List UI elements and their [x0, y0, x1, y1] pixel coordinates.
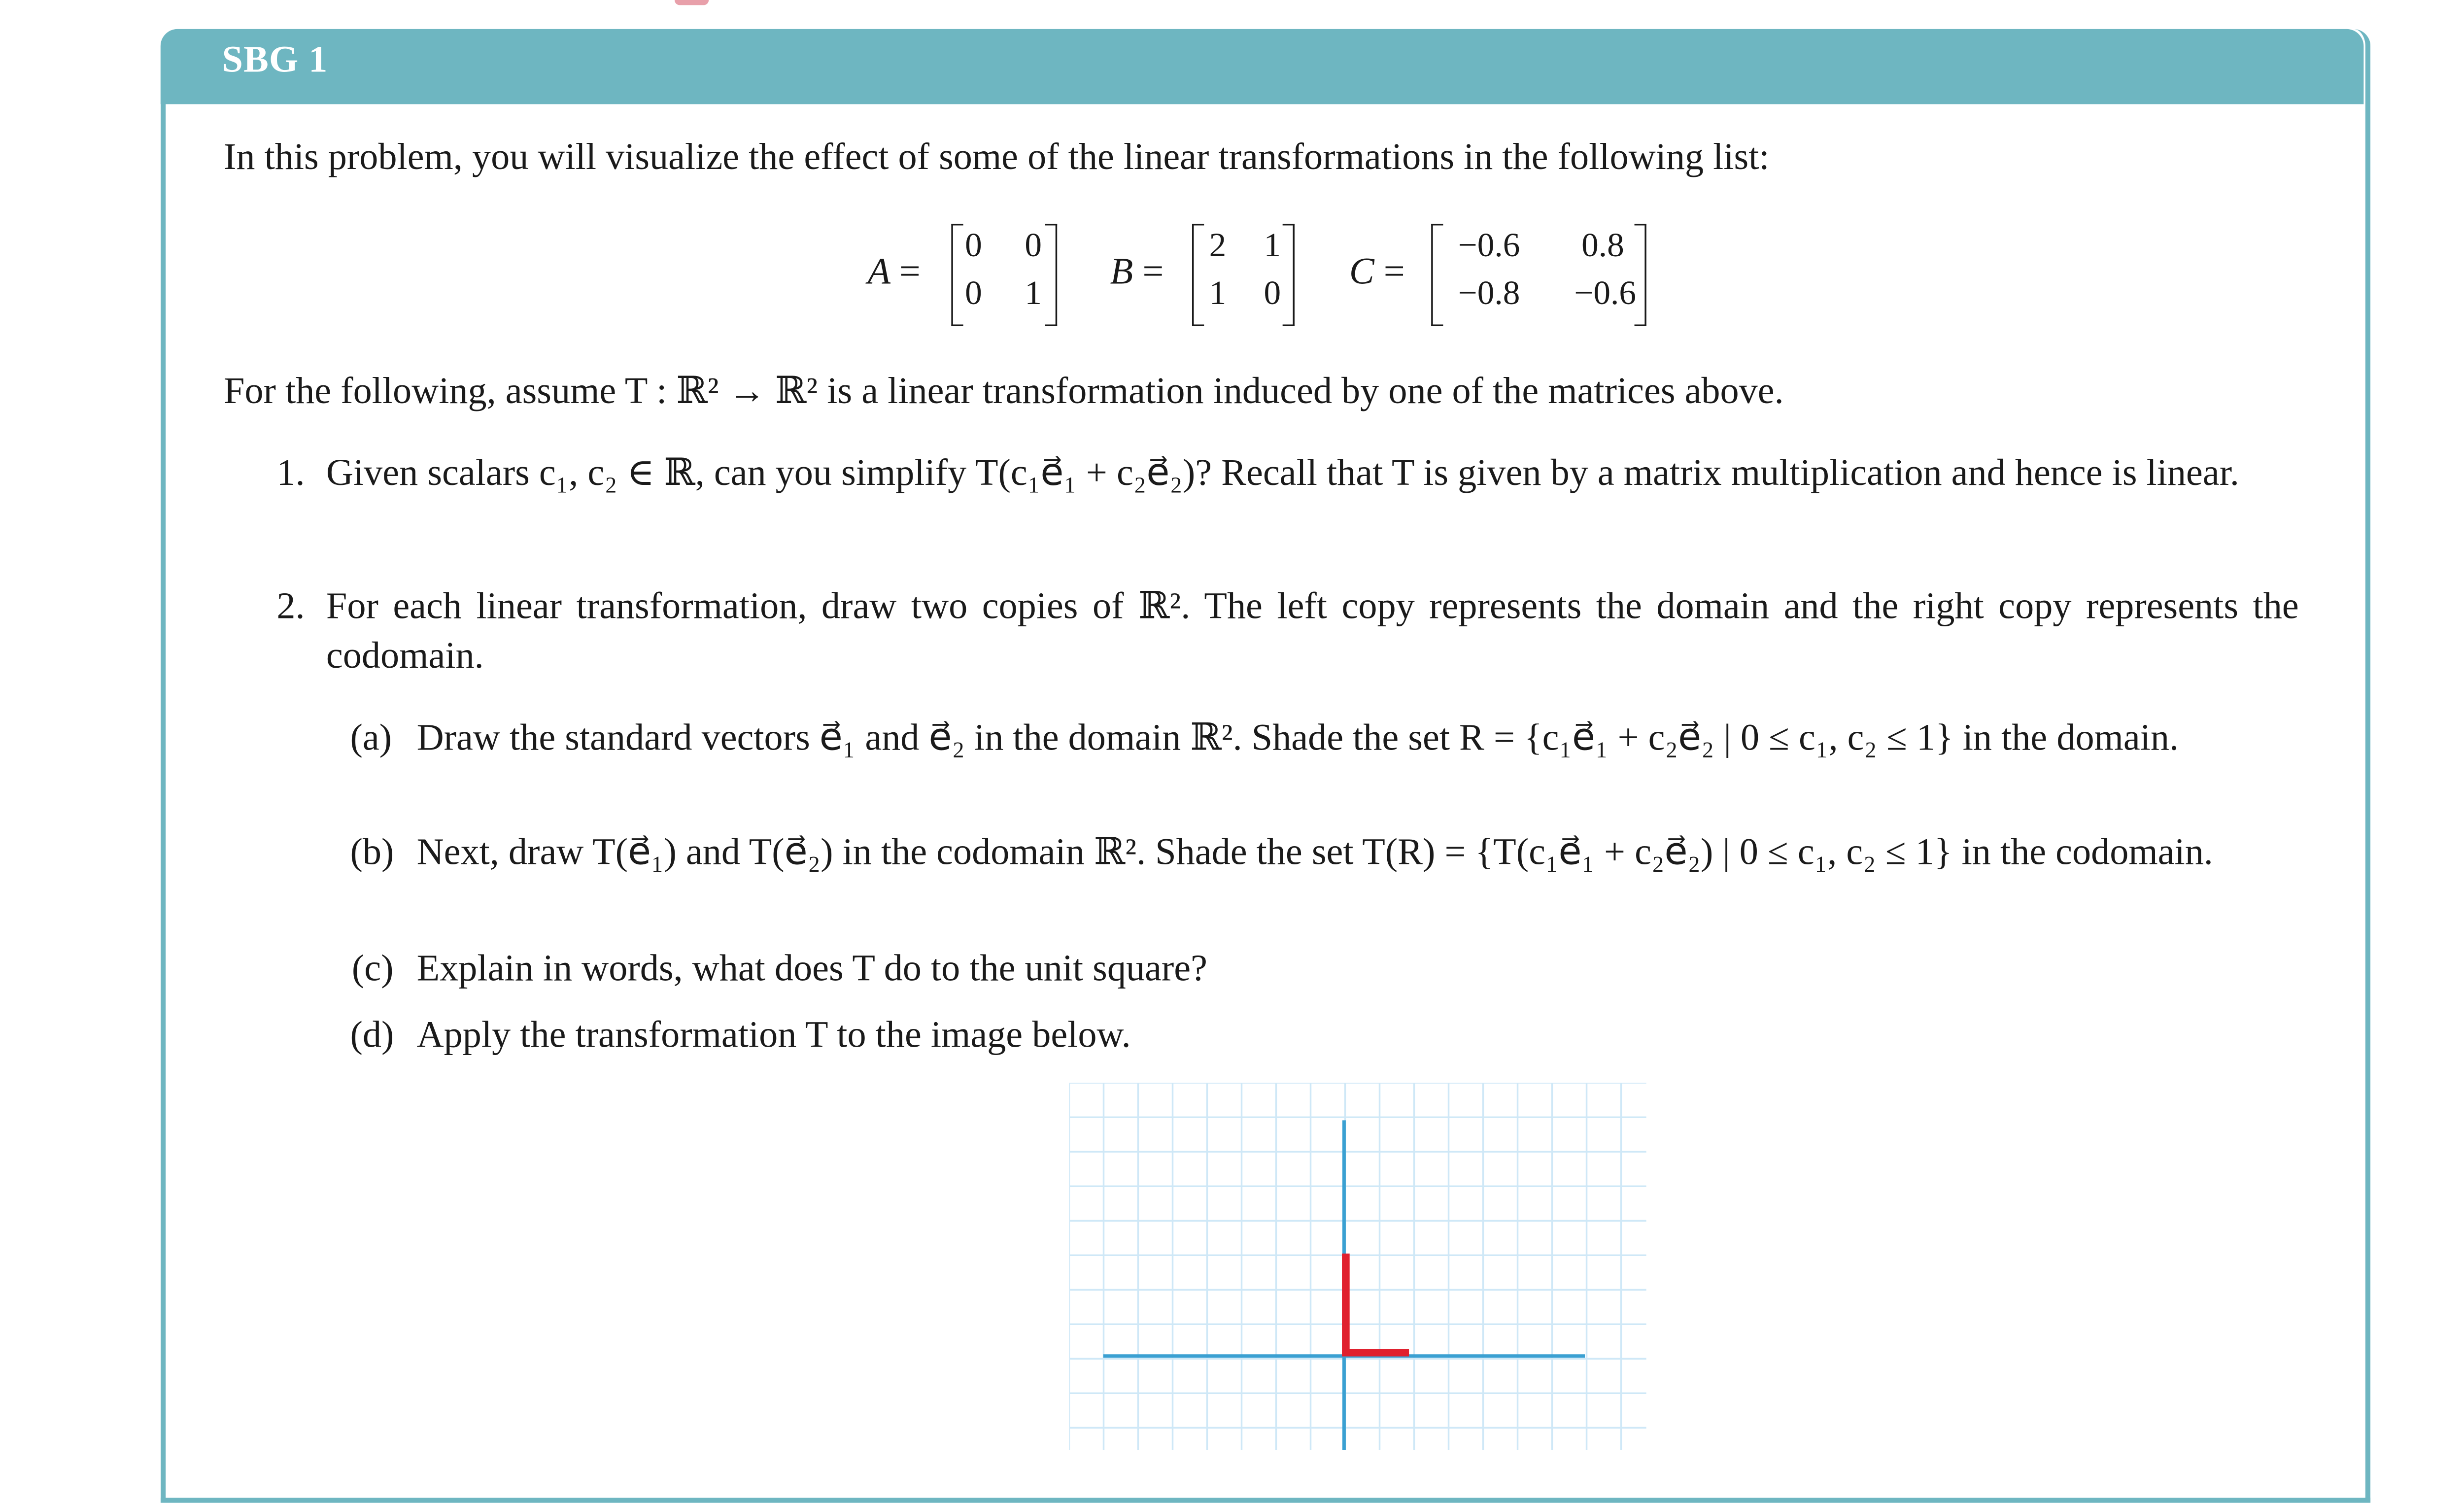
item-text: For each linear transformation, draw two copies of ℝ². The left copy represents the domain and the right copy represents the codomain.: [326, 584, 2299, 677]
matrix-b-equals: =: [1142, 249, 1164, 292]
subitem-label: (d): [350, 1013, 394, 1056]
matrix-c-equals: =: [1383, 249, 1405, 292]
matrix-a-cell: 1: [1025, 274, 1042, 313]
matrix-c-left-bracket: [1431, 224, 1443, 326]
assumption-text: For the following, assume T : ℝ² → ℝ² is a linear transformation induced by one of the matrices above.: [223, 369, 1784, 412]
subitem-text: Next, draw T(e⃗₁) and T(e⃗₂) in the codomain ℝ². Shade the set T(R) = {T(c₁e⃗₁ + c₂e⃗₂) | 0 ≤ c₁, c₂ ≤ 1} in the codomain.: [416, 830, 2213, 873]
matrix-a-right-bracket: [1045, 224, 1057, 326]
matrix-c-right-bracket: [1635, 224, 1646, 326]
matrix-b-cell: 1: [1209, 274, 1227, 313]
matrix-b-right-bracket: [1283, 224, 1295, 326]
matrix-a-cell: 0: [1025, 227, 1042, 265]
matrix-a-label: [868, 249, 921, 294]
intro-text: In this problem, you will visualize the effect of some of the linear transformations in the following list:: [223, 135, 1770, 178]
grid-figure: [1069, 1083, 1646, 1450]
matrix-b-cell: 1: [1264, 227, 1281, 265]
matrix-b: [1192, 224, 1295, 326]
matrix-b-cell: 2: [1209, 227, 1227, 265]
matrix-a-cell: 0: [965, 227, 982, 265]
matrix-c-cell: −0.6: [1574, 274, 1637, 313]
subitem-label: (c): [351, 946, 394, 989]
top-decoration: [675, 0, 709, 5]
matrix-a: [951, 224, 1057, 326]
grid-lines: [1069, 1083, 1646, 1450]
matrix-c-label: [1349, 249, 1405, 294]
subitem-text: Apply the transformation T to the image below.: [416, 1013, 1131, 1056]
grid-svg: [1069, 1083, 1646, 1450]
subitem-text: Explain in words, what does T do to the unit square?: [416, 946, 1208, 989]
subitem-text: Draw the standard vectors e⃗₁ and e⃗₂ in the domain ℝ². Shade the set R = {c₁e⃗₁ + c₂e⃗₂ | 0 ≤ c₁, c₂ ≤ 1} in the domain.: [416, 716, 2179, 758]
matrix-a-equals: =: [899, 249, 921, 292]
matrix-b-name: B: [1110, 249, 1133, 292]
matrix-b-left-bracket: [1192, 224, 1204, 326]
matrix-a-left-bracket: [951, 224, 963, 326]
matrix-b-label: [1110, 249, 1164, 294]
matrix-c: [1431, 224, 1646, 326]
matrix-c-cell: −0.6: [1458, 227, 1520, 265]
matrix-a-cell: 0: [965, 274, 982, 313]
problem-header: [161, 29, 2364, 104]
problem-title: SBG 1: [222, 37, 328, 80]
subitem-label: (b): [350, 830, 394, 873]
item-number: 1.: [276, 450, 305, 494]
matrix-c-cell: −0.8: [1458, 274, 1520, 313]
l-shape: [1346, 1254, 1409, 1353]
item-number: 2.: [276, 584, 305, 627]
matrix-b-cell: 0: [1264, 274, 1281, 313]
matrix-c-cell: 0.8: [1581, 227, 1624, 265]
subitem-label: (a): [350, 716, 392, 758]
matrix-a-name: A: [867, 249, 890, 292]
item-text: Given scalars c₁, c₂ ∈ ℝ, can you simplify T(c₁e⃗₁ + c₂e⃗₂)? Recall that T is given by a matrix multiplication and hence is linear.: [326, 450, 2239, 494]
matrix-c-name: C: [1349, 249, 1374, 292]
